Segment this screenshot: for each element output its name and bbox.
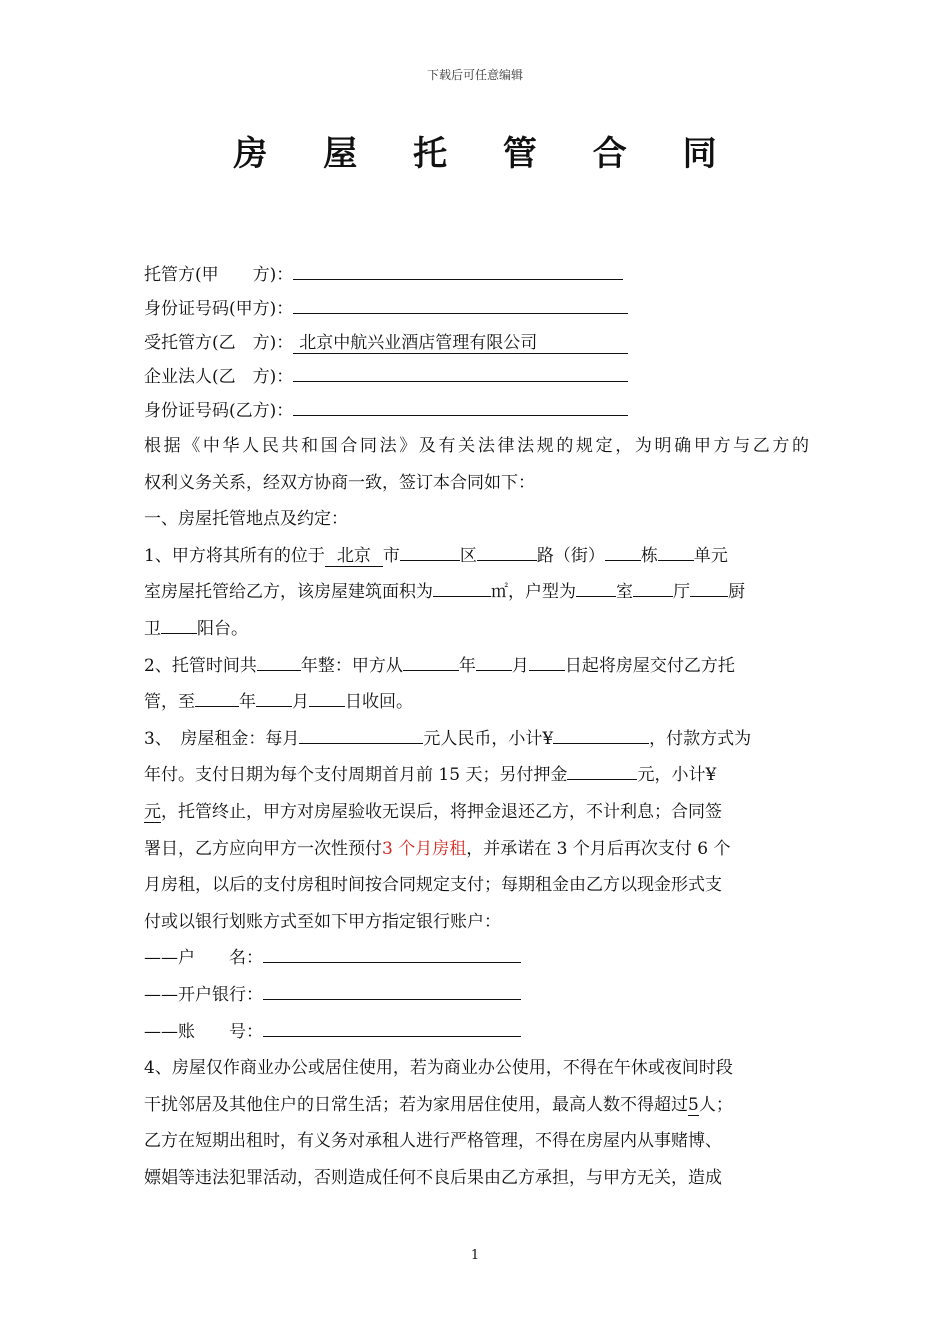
contract-title: 房 屋 托 管 合 同 [233,134,739,174]
bank-label: ——户 名： [144,948,263,969]
clause-text: 栋 [640,545,658,566]
contract-clauses [144,428,809,1196]
page-number: 1 [470,1248,480,1263]
party-label: 身份证号码(甲方)： [144,299,294,319]
clause-3-line-5: 月房租，以后的支付房租时间按合同规定支付；每期租金由乙方以现金形式支 [144,875,722,896]
clause-text: 厨 [728,582,745,603]
clause-3-line-3 [144,794,809,831]
clause-1-line-2 [144,574,809,611]
clause-text: 厅 [673,582,690,603]
clause-3-line-4 [144,831,809,868]
blank-field [529,670,565,671]
blank-field [553,743,649,744]
clause-text: 署日，乙方应向甲方一次性预付 [144,838,382,859]
clause-text: 人； [698,1094,733,1115]
contract-body [144,258,809,1196]
clause-text: 单元 [693,545,728,566]
clause-4-line-2 [144,1087,809,1124]
clause-text: 月 [292,692,309,713]
clause-text: 日收回。 [345,692,413,713]
clause-text: 年付。支付日期为每个支付周期首月前 15 天；另付押金 [144,765,568,786]
blank-field [605,560,641,561]
clause-text: ㎡，户型为 [491,582,576,603]
clause-3-line-1 [144,721,809,758]
party-value-field [293,415,628,416]
bank-line-account-number [144,1014,809,1051]
clause-4-line-1: 4、房屋仅作商业办公或居住使用，若为商业办公使用，不得在午休或夜间时段 [144,1058,733,1079]
blank-field [195,706,239,707]
party-label: 身份证号码(乙方)： [144,401,294,421]
blank-field [690,596,728,597]
clause-text: 元，小计¥ [637,765,717,786]
party-line-legal-rep [144,360,809,394]
clause-3-line-6: 付或以银行划账方式至如下甲方指定银行账户： [144,911,501,932]
blank-field [256,706,292,707]
blank-field [257,670,301,671]
clause-text: 2、托管时间共 [144,655,257,676]
clause-text: 年 [239,692,256,713]
clause-text: 月 [511,655,529,676]
blank-field [476,670,512,671]
bank-line-account-name [144,940,809,977]
clause-text: 年整：甲方从 [300,655,403,676]
clause-4-line-4: 嫖娼等违法犯罪活动，否则造成任何不良后果由乙方承担，与甲方无关，造成 [144,1167,722,1188]
party-value-field [293,279,623,280]
clause-text: 市 [382,545,400,566]
bank-value-field [263,1036,521,1037]
clause-text: 区 [459,545,477,566]
clause-text: 阳台。 [197,618,248,639]
clause-1-line-3 [144,611,809,648]
party-value-field: 北京中航兴业酒店管理有限公司 [293,333,628,354]
bank-label: ——账 号： [144,1021,263,1042]
blank-field [403,670,459,671]
blank-field [477,560,537,561]
clause-text: 元人民币，小计¥ [423,728,554,749]
bank-label: ——开户银行： [144,984,263,1005]
party-line-lessor-id [144,292,809,326]
clause-text: 卫 [144,618,161,639]
clause-3-line-2 [144,757,809,794]
clause-2-line-2 [144,684,809,721]
clause-text: ，付款方式为 [649,728,752,749]
clause-text: 路（街） [536,545,605,566]
clause-text: ，托管终止，甲方对房屋验收无误后，将押金退还乙方，不计利息；合同签 [161,801,722,822]
header-note: 下载后可任意编辑 [426,68,523,82]
party-label: 受托管方(乙 方)： [144,333,294,353]
blank-field [433,596,491,597]
clause-text: 1、甲方将其所有的位于 [144,545,325,566]
clause-4-line-3: 乙方在短期出租时，有义务对承租人进行严格管理，不得在房屋内从事赌博、 [144,1131,722,1152]
blank-field [161,633,197,634]
highlighted-text: 3 个月房租 [382,838,467,859]
party-line-lessor [144,258,809,292]
clause-text: 管，至 [144,692,195,713]
party-label: 企业法人(乙 方)： [144,367,294,387]
city-field: 北京 [325,546,383,567]
blank-field [567,779,637,780]
underlined-text: 元 [144,801,161,822]
blank-field [299,743,423,744]
clause-text: 室房屋托管给乙方，该房屋建筑面积为 [144,582,433,603]
blank-field [400,560,460,561]
blank-field [658,560,694,561]
blank-field [633,596,673,597]
bank-value-field [263,999,521,1000]
clause-text: ，并承诺在 3 个月后再次支付 6 个 [466,838,731,859]
party-label: 托管方(甲 方)： [144,265,294,285]
blank-field [309,706,345,707]
party-line-trustee [144,326,809,360]
clause-text: 干扰邻居及其他住户的日常生活；若为家用居住使用，最高人数不得超过 [144,1094,688,1115]
party-line-trustee-id [144,394,809,428]
blank-field [576,596,616,597]
intro-line: 根据《中华人民共和国合同法》及有关法律法规的规定，为明确甲方与乙方的 [144,436,809,456]
clause-1-line-1 [144,538,809,575]
party-value-field [293,313,628,314]
bank-value-field [263,962,521,963]
party-value-field [293,381,628,382]
bank-line-bank [144,977,809,1014]
max-people-field: 5 [688,1094,699,1115]
clause-text: 日起将房屋交付乙方托 [564,655,735,676]
intro-line: 权利义务关系，经双方协商一致，签订本合同如下： [144,472,535,493]
section-heading: 一、房屋托管地点及约定： [144,509,348,530]
clause-text: 3、 房屋租金：每月 [144,728,300,749]
clause-2-line-1 [144,648,809,685]
clause-text: 室 [616,582,633,603]
clause-text: 年 [458,655,476,676]
